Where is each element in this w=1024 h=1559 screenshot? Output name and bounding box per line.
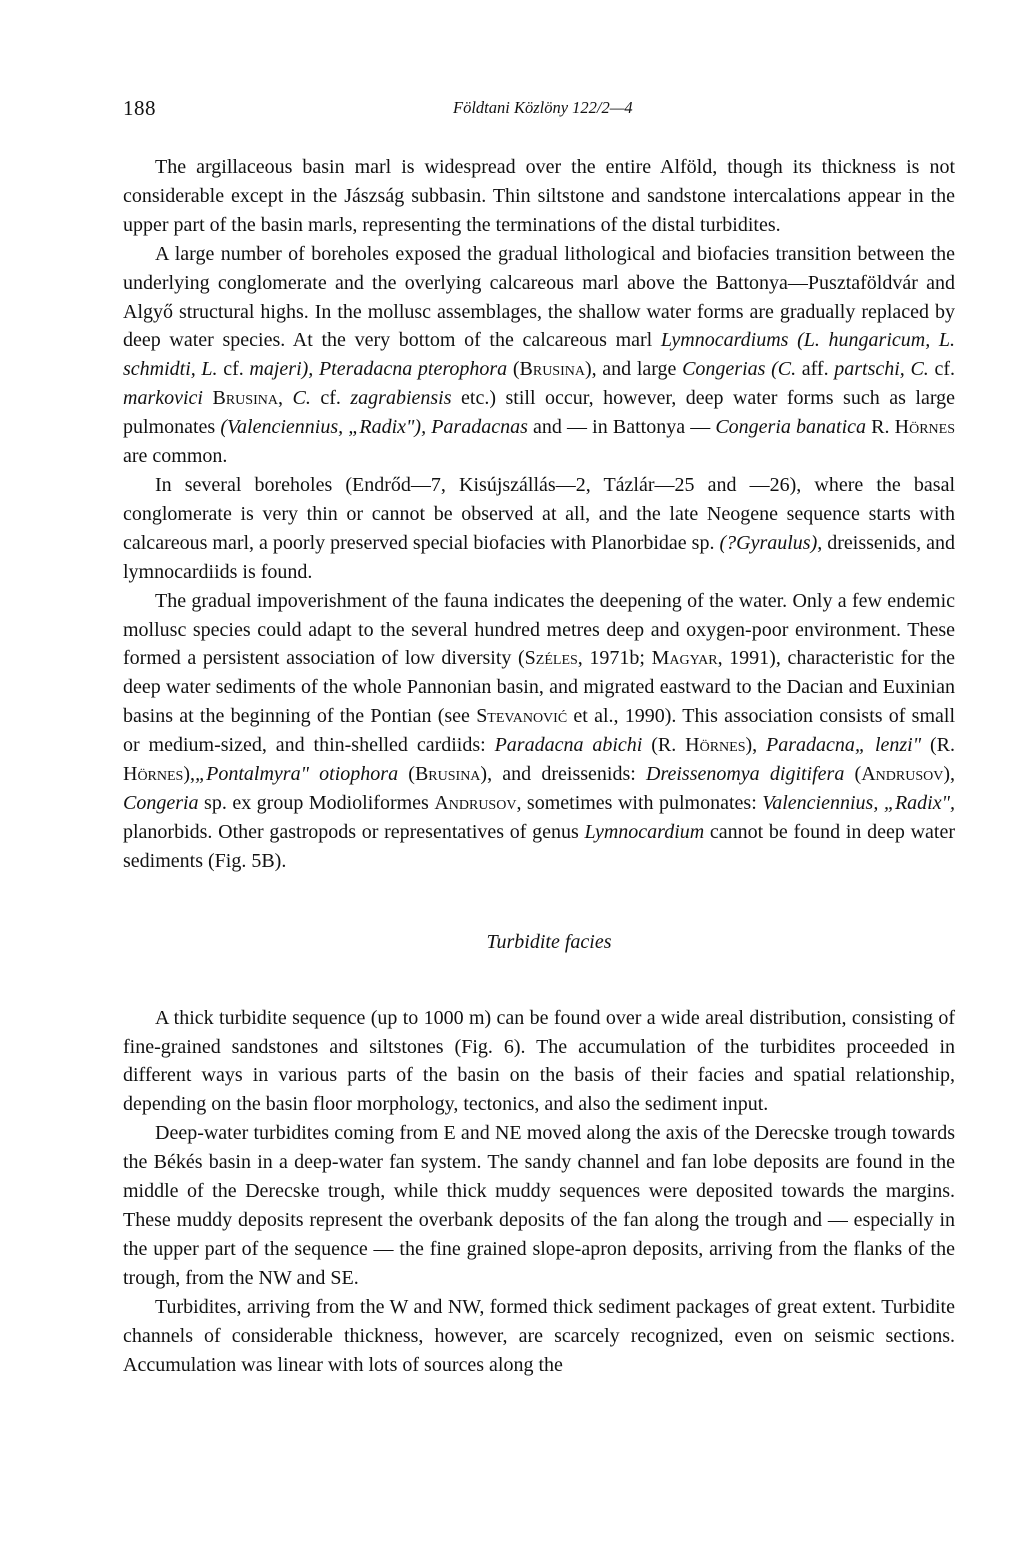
section-heading: Turbidite facies [486, 930, 612, 953]
author-name: Brusina [212, 387, 278, 410]
taxon-name: zagrabiensis [350, 387, 452, 410]
page-header [123, 96, 955, 126]
taxon-name: partschi, C. [834, 358, 929, 381]
author-name: Brusina [519, 358, 585, 381]
text-run: , sometimes with pulmonates: [516, 791, 763, 814]
author-name: Andrusov [861, 763, 944, 786]
text-run: cf. [928, 358, 956, 381]
text-run: ), and large [584, 358, 683, 381]
text-run: planorbids. Other gastropods or representatives of genus [123, 820, 585, 843]
paragraph-turbidites-west: Turbidites, arriving from the W and NW, formed thick sediment packages of great extent. Turbidite channels of considerable thickness, however, are scarcely recognized, even on seismic sections. Accumulation was linear with lots of sources along the [123, 1295, 955, 1376]
text-run: (R. [921, 734, 955, 757]
text-run: and — in Battonya — [527, 416, 716, 439]
author-name: Brusina [414, 763, 481, 786]
text-run: , 1971b; [577, 647, 652, 670]
text-run: , 1991), characteristic for the deep water sediments of the whole Pannonian basin, and migrated eastward to the Dacian and Euxinian basins at the beginning of the Pontian (see [123, 647, 955, 728]
text-run: ( [507, 358, 520, 381]
taxon-name: Congeria [123, 791, 199, 814]
text-run: et al., 1990). This association consists of small or medium-sized, and thin-shelled cardiids: [123, 705, 956, 757]
text-run: sp. ex group Modioliformes [198, 791, 435, 814]
author-name: Magyar [651, 647, 718, 670]
page-number: 188 [123, 96, 156, 120]
text-run: ), [943, 763, 955, 786]
taxon-name: C. [292, 387, 311, 410]
author-name: Hörnes [123, 763, 184, 786]
taxon-name: (?Gyraulus), [719, 531, 823, 554]
author-name: Stevanović [476, 705, 568, 728]
taxon-name: markovici [123, 387, 203, 410]
text-run: ), [745, 734, 767, 757]
taxon-name: Lymnocardiums (L. hungaricum, L. schmidti, L. [123, 329, 955, 381]
taxon-name: Lymnocardium [584, 820, 705, 843]
text-run: cannot be found in deep water sediments (Fig. 5B). [123, 820, 955, 872]
running-head: Földtani Közlöny 122/2—4 [453, 98, 633, 117]
taxon-name: majeri), Pteradacna pterophora [249, 358, 508, 381]
taxon-name: „Pontalmyra" otiophora [195, 763, 399, 786]
taxon-name: Dreissenomya digitifera [646, 763, 845, 786]
text-run: ( [398, 763, 415, 786]
text-run: dreissenids, and lymnocardiids is found. [123, 531, 955, 583]
taxon-name: Paradacna„ lenzi" [766, 734, 922, 757]
text-run [203, 387, 213, 409]
text-run: ( [844, 763, 862, 786]
text-run: aff. [796, 358, 835, 381]
taxon-name: Paradacna abichi [494, 734, 643, 757]
paragraph-fauna-impoverishment [123, 587, 955, 876]
paragraph-biofacies-transition [123, 240, 955, 471]
text-run: , [277, 387, 293, 410]
text-run: ), [183, 763, 196, 786]
taxon-name: (Valenciennius, „Radix"), Paradacnas [220, 416, 528, 439]
taxon-name: Congerias (C. [682, 358, 797, 381]
taxon-name: Valenciennius, „Radix", [762, 791, 955, 814]
author-name: Andrusov [434, 791, 517, 814]
text-run: ), and dreissenids: [480, 763, 646, 786]
taxon-name: Congeria banatica [715, 416, 867, 439]
text-run: cf. [310, 387, 351, 410]
author-name: Hörnes [894, 416, 955, 439]
text-run: A large number of boreholes exposed the gradual lithological and biofacies transition between the underlying conglomerate and the overlying calcareous marl above the Battonya—Pusztaföldvár and Algyő structural highs. In the mollusc assemblages, the shallow water forms are gradually replaced by deep water species. At the very bottom of the calcareous marl [123, 242, 955, 352]
paragraph-deep-water-turbidites: Deep-water turbidites coming from E and NE moved along the axis of the Derecske trough towards the Békés basin in a deep-water fan system. The sandy channel and fan lobe deposits are found in the middle of the Derecske trough, while thick muddy sequences were deposited towards the margins. These muddy deposits represent the overbank deposits of the fan along the trough and — especially in the upper part of the sequence — the fine grained slope-apron deposits, arriving from the flanks of the trough, from the NW and SE. [123, 1122, 955, 1289]
author-name: Széles [524, 647, 578, 670]
paragraph-turbidite-sequence: A thick turbidite sequence (up to 1000 m) can be found over a wide areal distribution, consisting of fine-grained sandstones and siltstones (Fig. 6). The accumulation of the turbidites proceeded in different ways in various parts of the basin on the basis of their facies and spatial relationship, depending on the basin floor morphology, tectonics, and also the sediment input. [123, 1006, 955, 1116]
text-run: In several boreholes (Endrőd—7, Kisújszállás—2, Tázlár—25 and —26), where the basal conglomerate is very thin or cannot be observed at all, and the late Neogene sequence starts with calcareous marl, a poorly preserved special biofacies with Planorbidae sp. [123, 473, 955, 554]
text-run: cf. [217, 358, 250, 381]
text-run: The gradual impoverishment of the fauna indicates the deepening of the water. Only a few endemic mollusc species could adapt to the several hundred metres deep and oxygen-poor environment. These formed a persistent association of low diversity ( [123, 589, 955, 670]
text-run: are common. [123, 445, 228, 468]
body-text [123, 153, 955, 1379]
text-run: (R. [642, 734, 686, 757]
paragraph-basin-marl: The argillaceous basin marl is widespread over the entire Alföld, though its thickness is not considerable except in the Jászság subbasin. Thin siltstone and sandstone intercalations appear in the upper part of the basin marls, representing the terminations of the distal turbidites. [123, 156, 955, 236]
text-run: R. [866, 416, 895, 439]
text-run: etc.) still occur, however, deep water forms such as large pulmonates [123, 387, 956, 439]
paragraph-boreholes [123, 471, 955, 587]
author-name: Hörnes [685, 734, 746, 757]
